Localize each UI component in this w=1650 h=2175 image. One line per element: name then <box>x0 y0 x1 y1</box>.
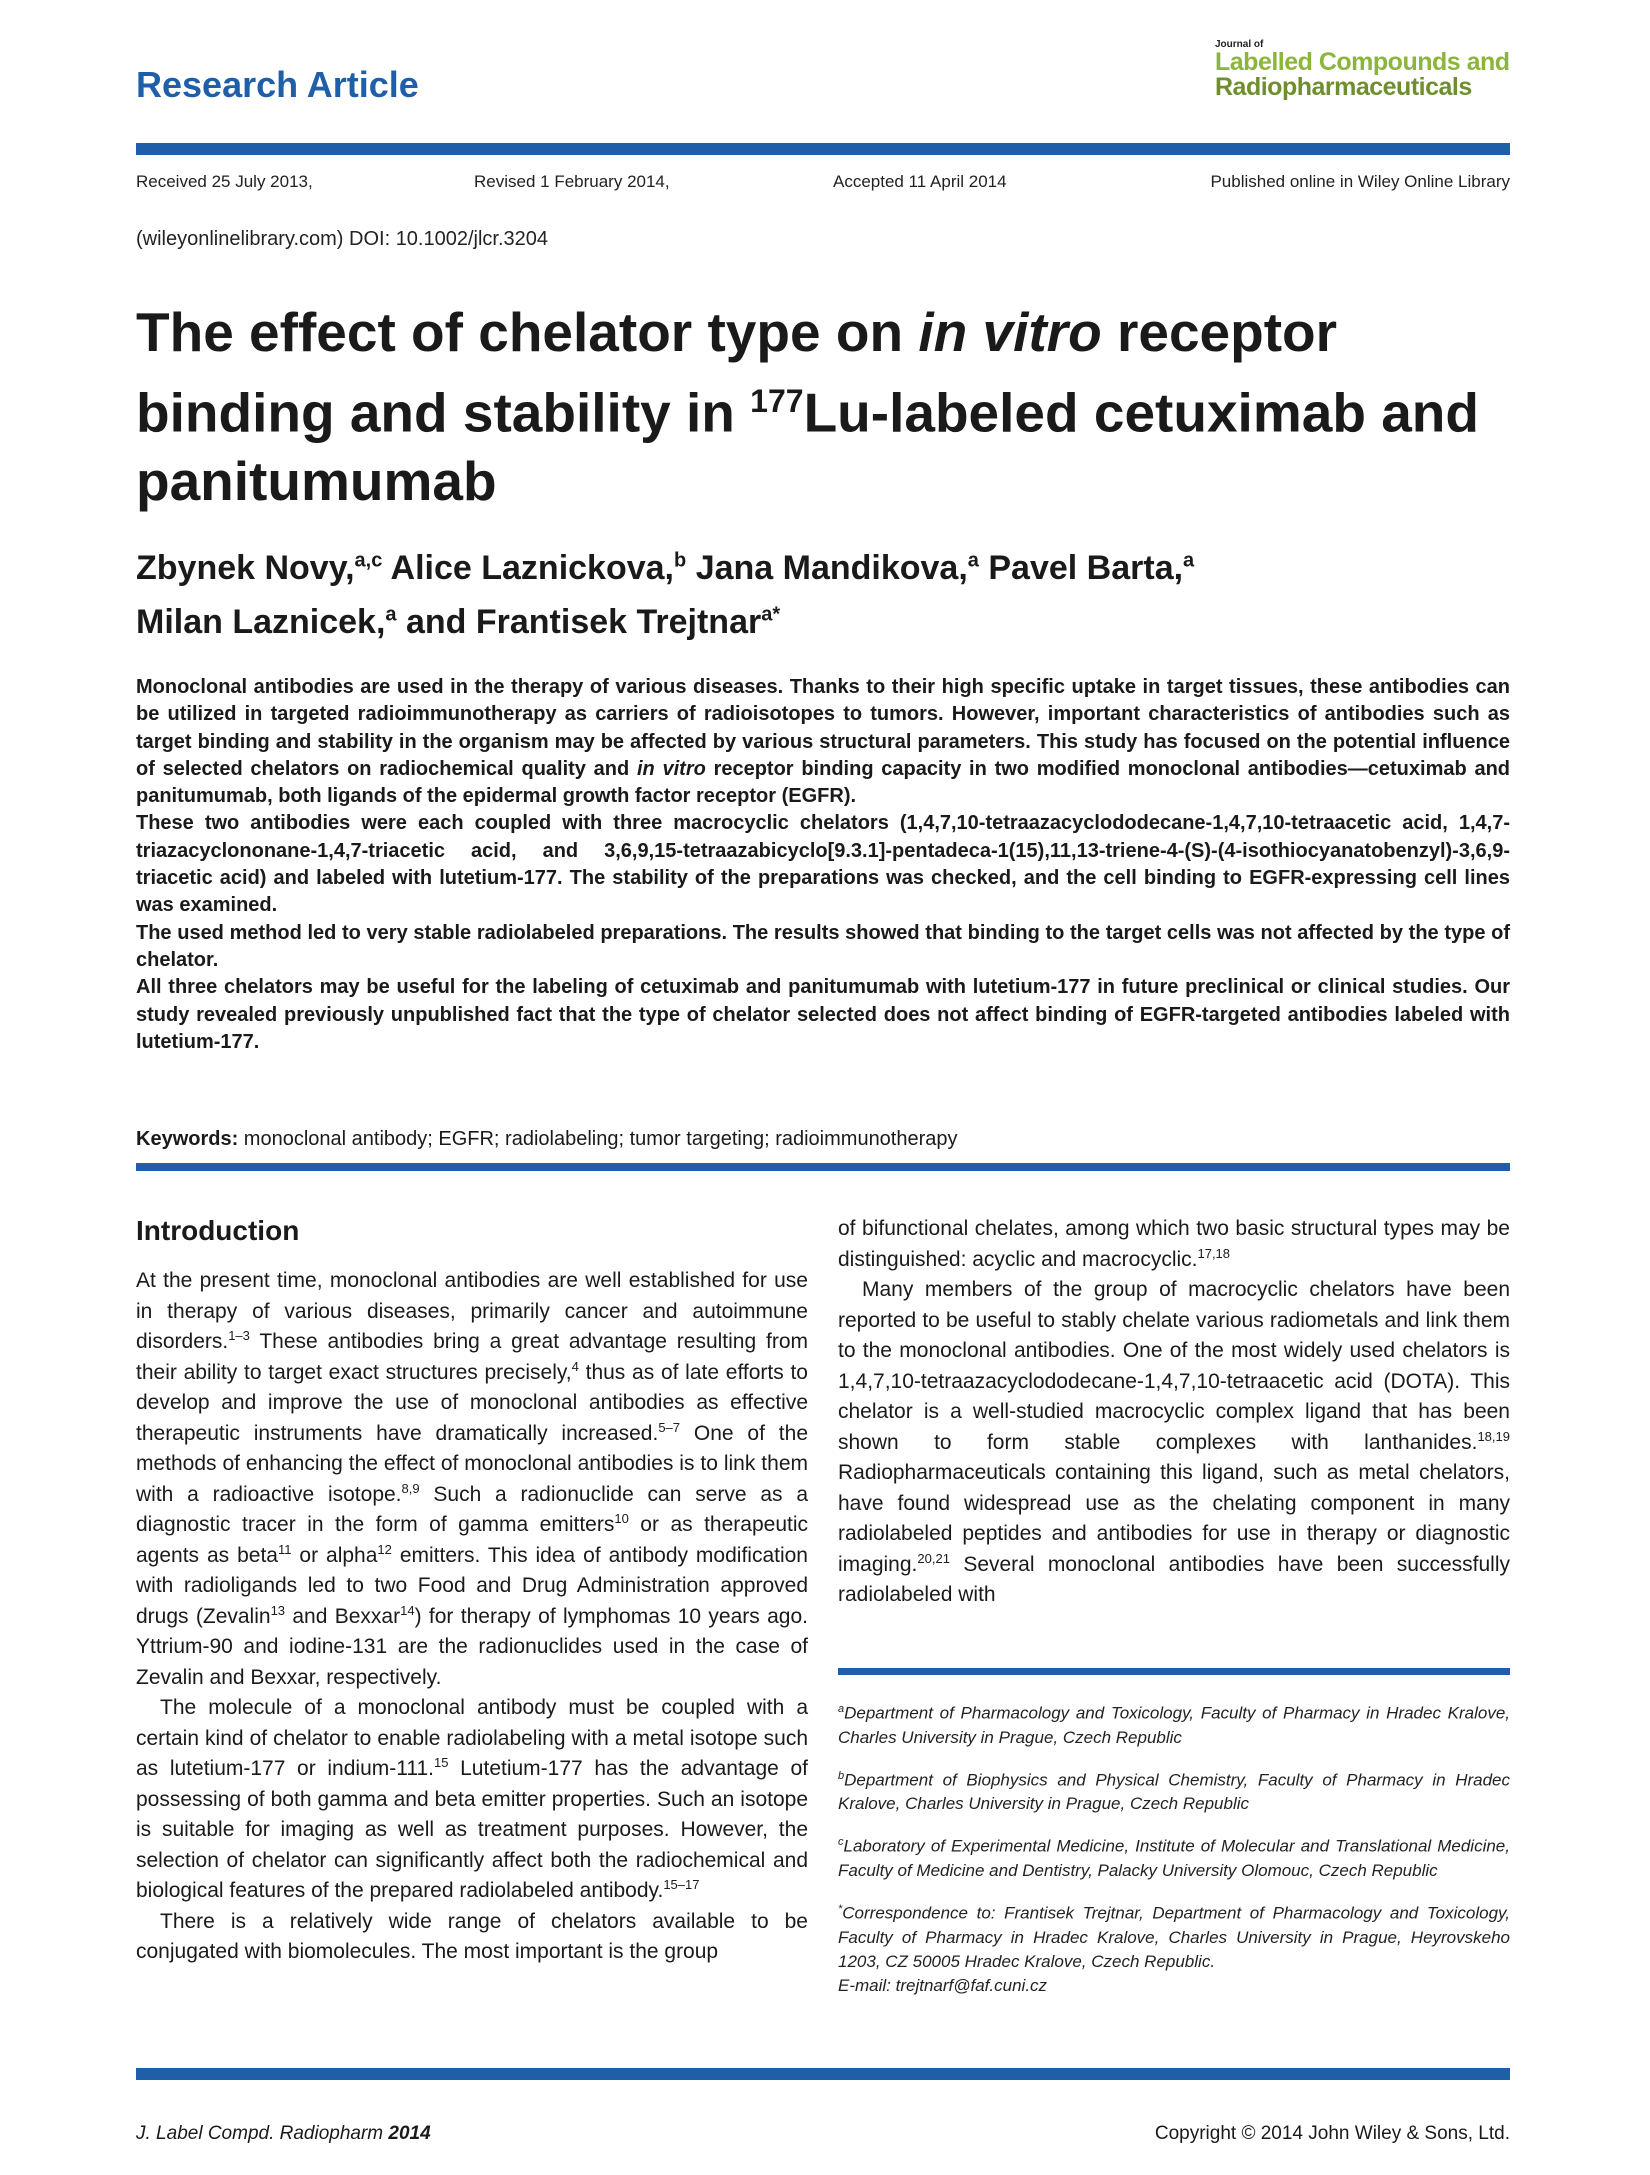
doi-line: (wileyonlinelibrary.com) DOI: 10.1002/jlcr.3204 <box>136 228 549 250</box>
author: Jana Mandikova,$^a$ <box>695 549 979 588</box>
intro-paragraph: of bifunctional chelates, among which two basic structural types may be distinguished: acyclic and macrocyclic.$^{17,18}$ <box>838 1217 1510 1271</box>
affiliation-rule <box>838 1668 1510 1675</box>
abstract-paragraph: These two antibodies were each coupled with three macrocyclic chelators (1,4,7,10-tetraazacyclododecane-1,4,7,10-tetraacetic acid, 1,4,7-triazacyclononane-1,4,7-triacetic acid, and 3,6,9,15-tetraazabicyclo[9.3.1]-pentadeca-1(15),11,13-triene-4-(S)-(4-isothiocyanatobenzyl)-3,6,9-triacetic acid) and labeled with lutetium-177. The stability of the preparations was checked, and the cell binding to EGFR-expressing cell lines was examined. <box>136 812 1510 917</box>
citation-ref: 11 <box>277 1541 292 1557</box>
citation-ref: 15 <box>434 1755 449 1770</box>
section-heading-introduction: Introduction <box>136 1215 300 1246</box>
intro-paragraph: The molecule of a monoclonal antibody must be coupled with a certain kind of chelator to enable radiolabeling with a metal isotope such as lutetium-177 or indium-111.15 Lutetium-177 has the advantage of possessing of both gamma and beta emitter properties. Such an isotope is suitable for imaging as well as treatment purposes. However, the selection of chelator can significantly affect both the radiochemical and biological features of the prepared radiolabeled antibody.$^{15-17}$ <box>136 1696 808 1902</box>
citation-ref: 13 <box>270 1602 286 1618</box>
article-type-label: Research Article <box>136 64 419 105</box>
abstract-paragraph: The used method led to very stable radiolabeled preparations. The results showed that binding to the target cells was not affected by the type of chelator. <box>136 921 1510 971</box>
intro-paragraph: Many members of the group of macrocyclic chelators have been reported to be useful to stably chelate various radiometals and link them to the monoclonal antibodies. One of the most widely used chelators is 1,4,7,10-tetraazacyclododecane-1,4,7,10-tetraacetic acid (DOTA). This chelator is a well-studied macrocyclic complex ligand that has been shown to form stable complexes with lanthanides.$^{18,19}$ Radiopharmaceuticals containing this ligand, such as metal chelators, have found widespread use as the chelating component in many radiolabeled peptides and antibodies for use in therapy or diagnostic imaging.$^{20,21}$ Several monoclonal antibodies have been successfully radiolabeled with <box>838 1278 1510 1606</box>
citation-ref: 10 <box>614 1511 629 1526</box>
citation-ref: 18,19 <box>1477 1428 1510 1444</box>
left-column <box>136 1214 808 1968</box>
citation-ref: 5–7 <box>658 1419 681 1435</box>
published-online: Published online in Wiley Online Library <box>1210 172 1510 191</box>
author: Pavel Barta,$^a$ <box>988 549 1195 588</box>
footer-journal: J. Label Compd. Radiopharm 2014 <box>136 2123 431 2144</box>
revised-date: Revised 1 February 2014, <box>474 172 670 191</box>
citation-ref: 1–3 <box>228 1328 250 1343</box>
citation-ref: 17,18 <box>1197 1245 1231 1261</box>
abstract-paragraph: Monoclonal antibodies are used in the therapy of various diseases. Thanks to their high specific uptake in target tissues, these antibodies can be utilized in targeted radioimmunotherapy as carriers of radioisotopes to tumors. However, important characteristics of antibodies such as target binding and stability in the organism may be affected by various structural parameters. This study has focused on the potential influence of selected chelators on radiochemical quality and in vitro receptor binding capacity in two modified monoclonal antibodies—cetuximab and panitumumab, both ligands of the epidermal growth factor receptor (EGFR). <box>136 676 1510 808</box>
citation-ref: 20,21 <box>917 1550 950 1566</box>
keywords: Keywords: monoclonal antibody; EGFR; radiolabeling; tumor targeting; radioimmunotherapy <box>136 1128 958 1150</box>
journal-logo-line1: Labelled Compounds and <box>1215 48 1510 76</box>
header-rule <box>136 143 1510 155</box>
right-column <box>838 1214 1510 1611</box>
accepted-date: Accepted 11 April 2014 <box>833 172 1007 191</box>
abstract-paragraph: All three chelators may be useful for the labeling of cetuximab and panitumumab with lutetium-177 in future preclinical or clinical studies. Our study revealed previously unpublished fact that the type of chelator selected does not affect binding of EGFR-targeted antibodies labeled with lutetium-177. <box>136 976 1510 1053</box>
citation-ref: 8,9 <box>401 1480 420 1496</box>
footer-copyright: Copyright © 2014 John Wiley & Sons, Ltd. <box>1154 2123 1510 2144</box>
author: Alice Laznickova,$^b$ <box>390 549 687 588</box>
journal-logo-line2: Radiopharmaceuticals <box>1215 73 1472 101</box>
abstract-rule <box>136 1163 1510 1171</box>
citation-ref: 14 <box>400 1602 415 1618</box>
journal-logo-small: Journal of <box>1215 39 1264 50</box>
intro-paragraph: At the present time, monoclonal antibodies are well established for use in therapy of various diseases, primarily cancer and autoimmune disorders.$^{1-3}$ These antibodies bring a great advantage resulting from their ability to target exact structures precisely,$^4$ thus as of late efforts to develop and improve the use of monoclonal antibodies as effective therapeutic instruments have dramatically increased.$^{5-7}$ One of the methods of enhancing the effect of monoclonal antibodies is to link them with a radioactive isotope.$^{8,9}$ Such a radionuclide can serve as a diagnostic tracer in the form of gamma emitters$^{10}$ or as therapeutic agents as beta$^{11}$ or alpha$^{12}$ emitters. This idea of antibody modification with radioligands led to two Food and Drug Administration approved drugs (Zevalin$^{13}$ and Bexxar$^{14}$) for therapy of lymphomas 10 years ago. Yttrium-90 and iodine-131 are the radionuclides used in the case of Zevalin and Bexxar, respectively. <box>136 1269 808 1689</box>
citation-ref: 15–17 <box>663 1877 700 1892</box>
affiliation: $^a$Department of Pharmacology and Toxicology, Faculty of Pharmacy in Hradec Kralove, Charles University in Prague, Czech Republic <box>838 1703 1510 1747</box>
citation-ref: 12 <box>377 1541 392 1557</box>
affiliations <box>838 1697 1510 2012</box>
correspondence: *Correspondence to: Frantisek Trejtnar, Department of Pharmacology and Toxicology, Faculty of Pharmacy in Hradec Kralove, Charles University in Prague, Heyrovskeho 1203, CZ 50005 Hradec Kralove, Czech Republic. <box>838 1902 1510 1971</box>
journal-logo <box>1215 40 1510 100</box>
article-title: The effect of chelator type on in vitro receptor binding and stability in $^{177}$Lu-labeled cetuximab and panitumumab <box>136 301 1479 513</box>
email: E-mail: trejtnarf@faf.cuni.cz <box>838 1975 1048 1995</box>
author: Zbynek Novy,$^{a,c}$ <box>136 549 383 588</box>
author: and Frantisek Trejtnar$^{a*}$ <box>405 602 781 641</box>
footer-rule <box>136 2068 1510 2080</box>
affiliation: $^b$Department of Biophysics and Physical Chemistry, Faculty of Pharmacy in Hradec Kralove, Charles University in Prague, Czech Republic <box>838 1769 1510 1814</box>
citation-ref: 4 <box>571 1358 579 1374</box>
abstract <box>136 674 1510 1056</box>
affiliation: $^c$Laboratory of Experimental Medicine, Institute of Molecular and Translational Medicine, Faculty of Medicine and Dentistry, Palacky University Olomouc, Czech Republic <box>838 1836 1510 1880</box>
author-list <box>136 538 1516 645</box>
author: Milan Laznicek,$^a$ <box>136 602 397 641</box>
intro-paragraph: There is a relatively wide range of chelators available to be conjugated with biomolecules. The most important is the group <box>136 1909 808 1963</box>
received-date: Received 25 July 2013, <box>136 172 313 191</box>
